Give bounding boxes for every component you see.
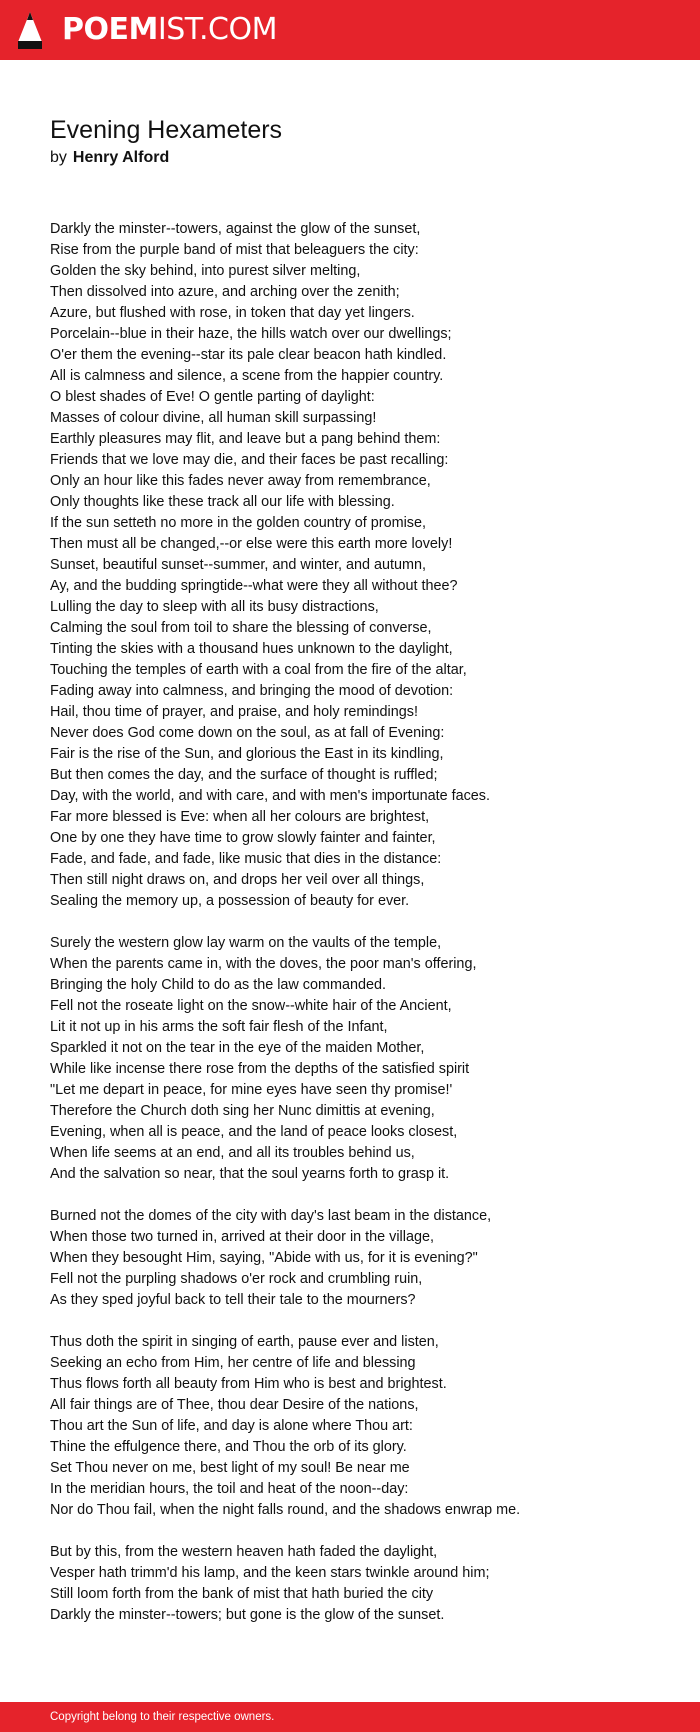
poem-line: Bringing the holy Child to do as the law commanded. [50,977,386,993]
poem-line: Golden the sky behind, into purest silver melting, [50,263,361,279]
poem-line: Tinting the skies with a thousand hues unknown to the daylight, [50,641,453,657]
logo-text-bold: POEM [62,12,158,47]
poem-line: Fell not the purpling shadows o'er rock and crumbling ruin, [50,1271,423,1287]
poem-line: Hail, thou time of prayer, and praise, and holy remindings! [50,704,418,720]
poem-line: Darkly the minster--towers; but gone is the glow of the sunset. [50,1607,445,1623]
poem-line: Then must all be changed,--or else were this earth more lovely! [50,536,453,552]
poem-line: Evening, when all is peace, and the land of peace looks closest, [50,1124,458,1140]
poem-line: Fade, and fade, and fade, like music that dies in the distance: [50,851,442,867]
poem-line: While like incense there rose from the depths of the satisfied spirit [50,1061,470,1077]
poem-line: As they sped joyful back to tell their tale to the mourners? [50,1292,416,1308]
stanza [50,933,670,1185]
pencil-logo-icon[interactable] [16,10,44,50]
poem-line: And the salvation so near, that the soul yearns forth to grasp it. [50,1166,450,1182]
poem-line: Thus flows forth all beauty from Him who is best and brightest. [50,1376,447,1392]
poem-line: In the meridian hours, the toil and heat of the noon--day: [50,1481,409,1497]
site-header [0,0,700,60]
poem-line: When they besought Him, saying, "Abide with us, for it is evening?" [50,1250,478,1266]
by-label: by [50,149,67,166]
poem-line: Fair is the rise of the Sun, and glorious the East in its kindling, [50,746,444,762]
poem-line: Thou art the Sun of life, and day is alone where Thou art: [50,1418,413,1434]
poem-line: Azure, but flushed with rose, in token that day yet lingers. [50,305,415,321]
poem-line: Thus doth the spirit in singing of earth, pause ever and listen, [50,1334,439,1350]
poem-line: Only thoughts like these track all our life with blessing. [50,494,395,510]
poem-line: If the sun setteth no more in the golden country of promise, [50,515,426,531]
poem-line: Earthly pleasures may flit, and leave but a pang behind them: [50,431,441,447]
copyright-text: Copyright belong to their respective owners. [50,1711,275,1723]
stanza [50,1542,670,1626]
poem-line: When those two turned in, arrived at their door in the village, [50,1229,434,1245]
poem-line: Day, with the world, and with care, and with men's importunate faces. [50,788,491,804]
poem-line: Far more blessed is Eve: when all her colours are brightest, [50,809,430,825]
poem-line: But then comes the day, and the surface of thought is ruffled; [50,767,438,783]
stanza [50,1206,670,1311]
poem-line: Set Thou never on me, best light of my soul! Be near me [50,1460,410,1476]
poem-line: Darkly the minster--towers, against the glow of the sunset, [50,221,421,237]
poem-line: Sealing the memory up, a possession of beauty for ever. [50,893,410,909]
poem-line: O'er them the evening--star its pale clear beacon hath kindled. [50,347,447,363]
poem-line: Surely the western glow lay warm on the vaults of the temple, [50,935,442,951]
poem-line: Sparkled it not on the tear in the eye of the maiden Mother, [50,1040,425,1056]
poem-line: Only an hour like this fades never away from remembrance, [50,473,431,489]
poem-line: Rise from the purple band of mist that beleaguers the city: [50,242,419,258]
site-logo[interactable] [62,13,277,47]
poem-line: Then still night draws on, and drops her veil over all things, [50,872,425,888]
poem-line: When the parents came in, with the doves, the poor man's offering, [50,956,477,972]
poem-line: Vesper hath trimm'd his lamp, and the keen stars twinkle around him; [50,1565,490,1581]
poem-line: Touching the temples of earth with a coal from the fire of the altar, [50,662,467,678]
poem-line: "Let me depart in peace, for mine eyes have seen thy promise!' [50,1082,453,1098]
poem-line: Never does God come down on the soul, as at fall of Evening: [50,725,445,741]
poem-line: Lit it not up in his arms the soft fair flesh of the Infant, [50,1019,388,1035]
poem-line: Lulling the day to sleep with all its busy distractions, [50,599,379,615]
author-name: Henry Alford [72,149,170,166]
poem-title: Evening Hexameters [50,116,283,144]
poem-line: Calming the soul from toil to share the blessing of converse, [50,620,432,636]
poem-line: O blest shades of Eve! O gentle parting of daylight: [50,389,375,405]
stanza [50,219,670,912]
poem-line: Sunset, beautiful sunset--summer, and winter, and autumn, [50,557,426,573]
poem-line: Therefore the Church doth sing her Nunc dimittis at evening, [50,1103,435,1119]
poem-body [50,219,670,1647]
poem-line: Ay, and the budding springtide--what were they all without thee? [50,578,458,594]
poem-line: Porcelain--blue in their haze, the hills watch over our dwellings; [50,326,452,342]
poem-line: One by one they have time to grow slowly fainter and fainter, [50,830,436,846]
logo-text-light: IST.COM [157,12,277,47]
poem-line: Then dissolved into azure, and arching over the zenith; [50,284,400,300]
poem-line: All fair things are of Thee, thou dear Desire of the nations, [50,1397,419,1413]
site-footer [0,1702,700,1732]
poem-line: Fell not the roseate light on the snow--white hair of the Ancient, [50,998,452,1014]
poem-line: Masses of colour divine, all human skill surpassing! [50,410,377,426]
poem-line: Thine the effulgence there, and Thou the orb of its glory. [50,1439,407,1455]
byline [50,148,169,168]
poem-line: When life seems at an end, and all its troubles behind us, [50,1145,415,1161]
poem-line: Nor do Thou fail, when the night falls round, and the shadows enwrap me. [50,1502,521,1518]
poem-line: Still loom forth from the bank of mist that hath buried the city [50,1586,434,1602]
poem-line: Seeking an echo from Him, her centre of life and blessing [50,1355,416,1371]
poem-line: Burned not the domes of the city with day's last beam in the distance, [50,1208,492,1224]
stanza [50,1332,670,1521]
poem-line: All is calmness and silence, a scene from the happier country. [50,368,444,384]
poem-line: Fading away into calmness, and bringing the mood of devotion: [50,683,454,699]
poem-line: But by this, from the western heaven hath faded the daylight, [50,1544,438,1560]
poem-line: Friends that we love may die, and their faces be past recalling: [50,452,449,468]
